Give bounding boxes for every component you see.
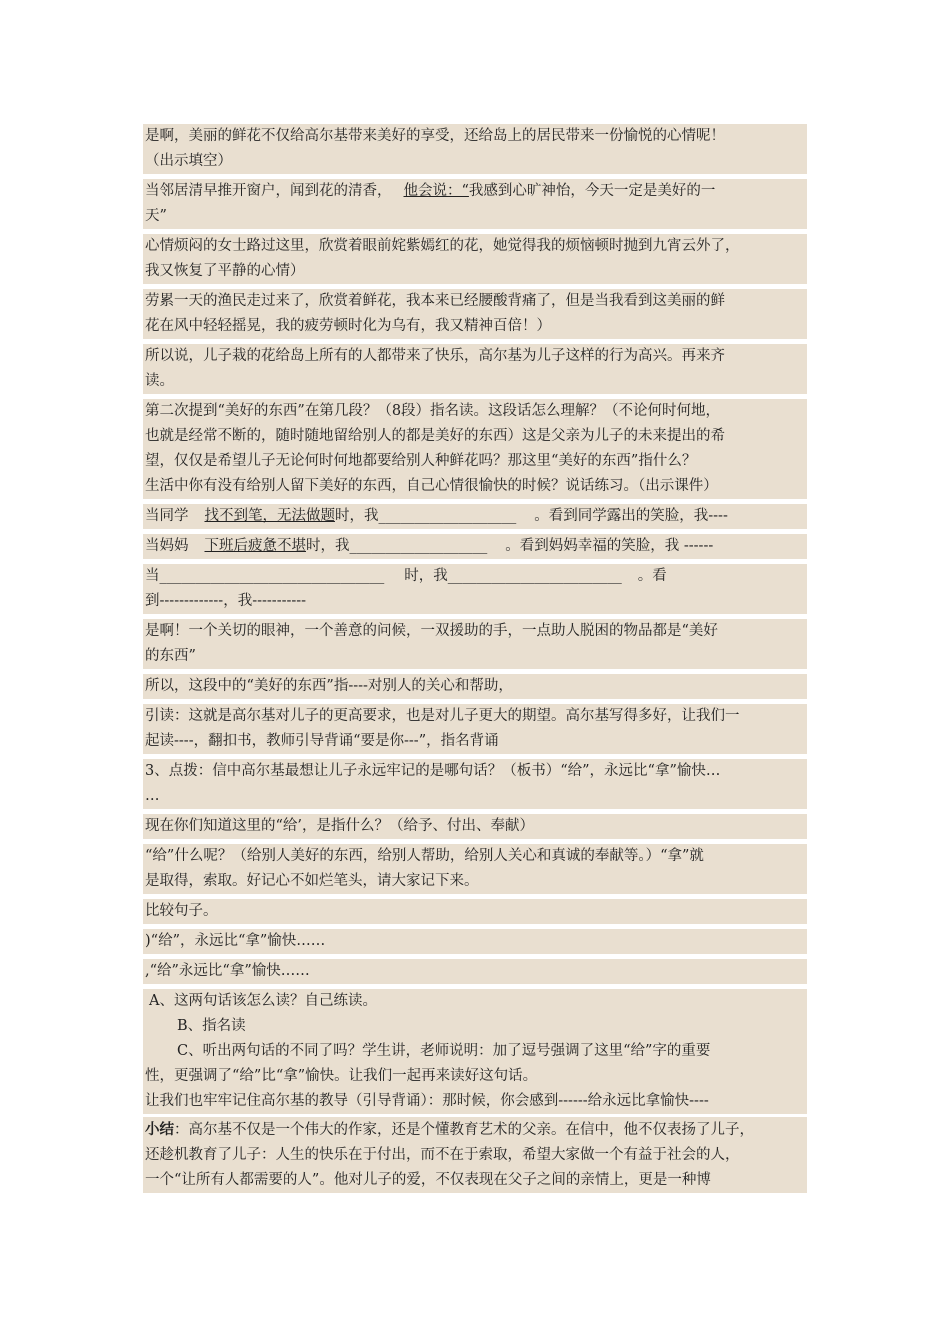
paragraph-14: 现在你们知道这里的“给’，是指什么？（给予、付出、奉献） [143, 814, 807, 839]
paragraph-3: 心情烦闷的女士路过这里，欣赏着眼前姹紫嫣红的花，她觉得我的烦恼顿时抛到九宵云外了， 我又恢复了平静的心情） [143, 234, 807, 284]
paragraph-4: 劳累一天的渔民走过来了，欣赏着鲜花，我本来已经腰酸背痛了，但是当我看到这美丽的鲜 花在风中轻轻摇晃，我的疲劳顿时化为乌有，我又精神百倍！） [143, 289, 807, 339]
paragraph-2: 当邻居清早推开窗户，闻到花的清香， 他会说：“我感到心旷神怡，今天一定是美好的一 天” [143, 179, 807, 229]
exercise-free: 当_______________________________ 时，我________________________ 。看 到-------------，我----------- [143, 564, 807, 614]
document-page [143, 124, 807, 1198]
exercise-mother: 当妈妈 下班后疲惫不堪时，我___________________ 。看到妈妈幸福的笑脸，我 ------ [143, 534, 807, 559]
step-a-b-c: A、这两句话该怎么读？自己练读。 B、指名读 C、听出两句话的不同了吗？学生讲，老师说明：加了逗号强调了这里“给”字的重要 性，更强调了“给”比“拿”愉快。让我们一起再来读好这句话。 让我们也牢牢记住高尔基的教导（引导背诵）：那时候，你会感到------给永远比拿愉快---- [143, 989, 807, 1114]
paragraph-16: 比较句子。 [143, 899, 807, 924]
paragraph-5: 所以说，儿子栽的花给岛上所有的人都带来了快乐，高尔基为儿子这样的行为高兴。再来齐 读。 [143, 344, 807, 394]
paragraph-13: 3、点拨：信中高尔基最想让儿子永远牢记的是哪句话？（板书）“给”，永远比“拿”愉快… … [143, 759, 807, 809]
summary-paragraph: 小结：高尔基不仅是一个伟大的作家，还是个懂教育艺术的父亲。在信中，他不仅表扬了儿子， 还趁机教育了儿子：人生的快乐在于付出，而不在于索取，希望大家做一个有益于社会的人， 一个“让所有人都需要的人”。他对儿子的爱，不仅表现在父子之间的亲情上，更是一种博 [143, 1117, 807, 1193]
paragraph-10: 是啊！一个关切的眼神，一个善意的问候，一双援助的手，一点助人脱困的物品都是“美好 的东西” [143, 619, 807, 669]
sentence-2: ,“给”永远比“拿”愉快…… [143, 959, 807, 984]
paragraph-6: 第二次提到“美好的东西”在第几段？（8段）指名读。这段话怎么理解？（不论何时何地， 也就是经常不断的，随时随地留给别人的都是美好的东西）这是父亲为儿子的未来提出的希 望，仅仅是希望儿子无论何时何地都要给别人种鲜花吗？那这里“美好的东西”指什么？ 生活中你有没有给别人留下美好的东西，自己心情很愉快的时候？说话练习。（出示课件） [143, 399, 807, 499]
exercise-classmate: 当同学 找不到笔，无法做题时，我___________________ 。看到同学露出的笑脸，我---- [143, 504, 807, 529]
paragraph-11: 所以，这段中的“美好的东西”指----对别人的关心和帮助， [143, 674, 807, 699]
paragraph-12: 引读：这就是高尔基对儿子的更高要求，也是对儿子更大的期望。高尔基写得多好，让我们一 起读----，翻扣书，教师引导背诵“要是你---”，指名背诵 [143, 704, 807, 754]
summary-label: 小结 [145, 1121, 174, 1138]
paragraph-1: 是啊，美丽的鲜花不仅给高尔基带来美好的享受，还给岛上的居民带来一份愉悦的心情呢！ （出示填空） [143, 124, 807, 174]
paragraph-15: “给”什么呢？（给别人美好的东西，给别人帮助，给别人关心和真诚的奉献等。）“拿”就 是取得，索取。好记心不如烂笔头，请大家记下来。 [143, 844, 807, 894]
sentence-1: )“给”，永远比“拿”愉快…… [143, 929, 807, 954]
